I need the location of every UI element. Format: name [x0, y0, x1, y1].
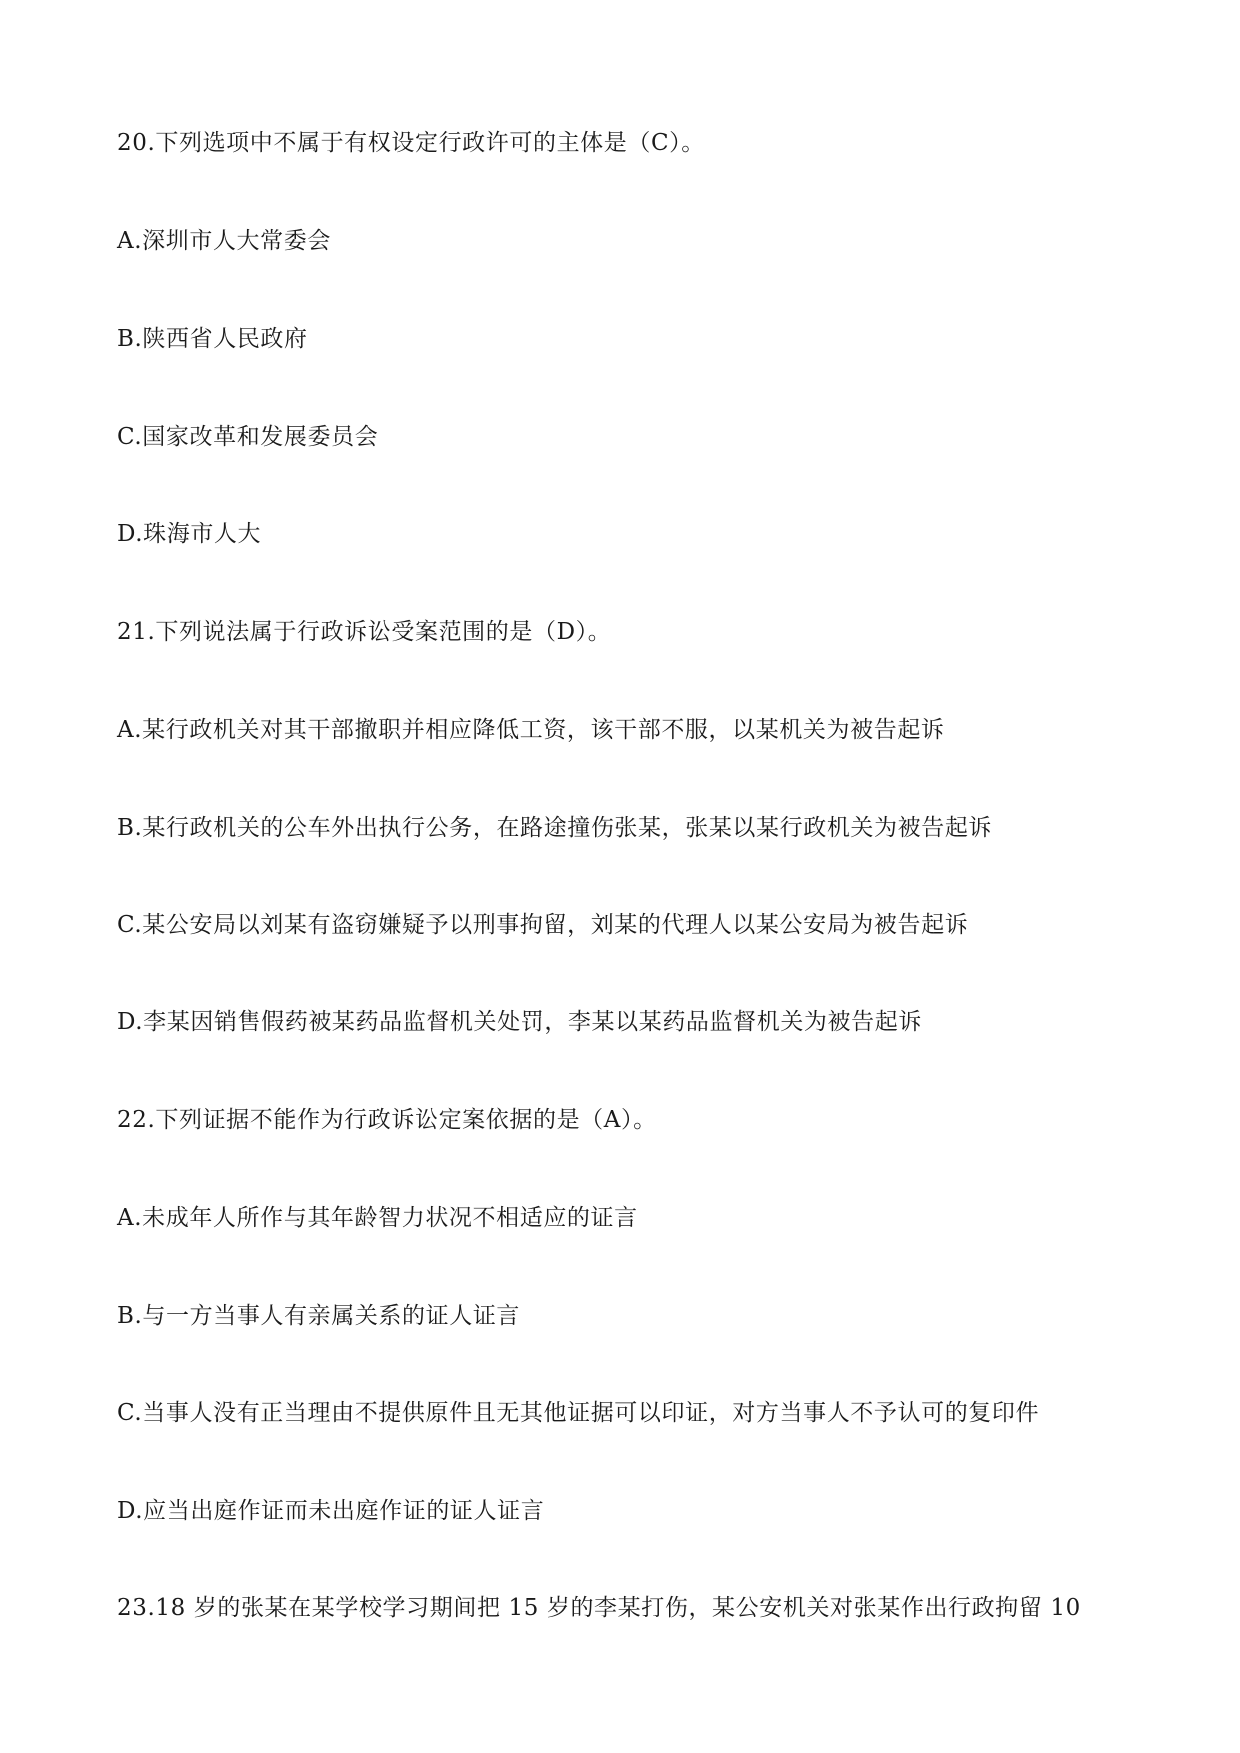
question-22-stem: 22.下列证据不能作为行政诉讼定案依据的是（A）。	[117, 1107, 657, 1133]
question-21-stem: 21.下列说法属于行政诉讼受案范围的是（D）。	[117, 619, 612, 645]
question-21-option-b: B.某行政机关的公车外出执行公务，在路途撞伤张某，张某以某行政机关为被告起诉	[117, 815, 993, 841]
question-21-option-d: D.李某因销售假药被某药品监督机关处罚，李某以某药品监督机关为被告起诉	[117, 1009, 922, 1035]
question-22-option-d: D.应当出庭作证而未出庭作证的证人证言	[117, 1498, 545, 1524]
question-22-option-b: B.与一方当事人有亲属关系的证人证言	[117, 1303, 521, 1329]
question-20-option-d: D.珠海市人大	[117, 521, 262, 547]
question-23-stem: 23.18 岁的张某在某学校学习期间把 15 岁的李某打伤，某公安机关对张某作出行政拘留 10	[117, 1595, 1081, 1621]
question-20-option-b: B.陕西省人民政府	[117, 326, 308, 352]
question-21-option-c: C.某公安局以刘某有盗窃嫌疑予以刑事拘留，刘某的代理人以某公安局为被告起诉	[117, 912, 969, 938]
question-22-option-c: C.当事人没有正当理由不提供原件且无其他证据可以印证，对方当事人不予认可的复印件	[117, 1400, 1040, 1426]
question-20-option-a: A.深圳市人大常委会	[117, 228, 331, 254]
question-21-option-a: A.某行政机关对其干部撤职并相应降低工资，该干部不服，以某机关为被告起诉	[117, 717, 945, 743]
question-20-stem: 20.下列选项中不属于有权设定行政许可的主体是（C）。	[117, 130, 705, 156]
question-22-option-a: A.未成年人所作与其年龄智力状况不相适应的证言	[117, 1205, 638, 1231]
question-20-option-c: C.国家改革和发展委员会	[117, 424, 379, 450]
